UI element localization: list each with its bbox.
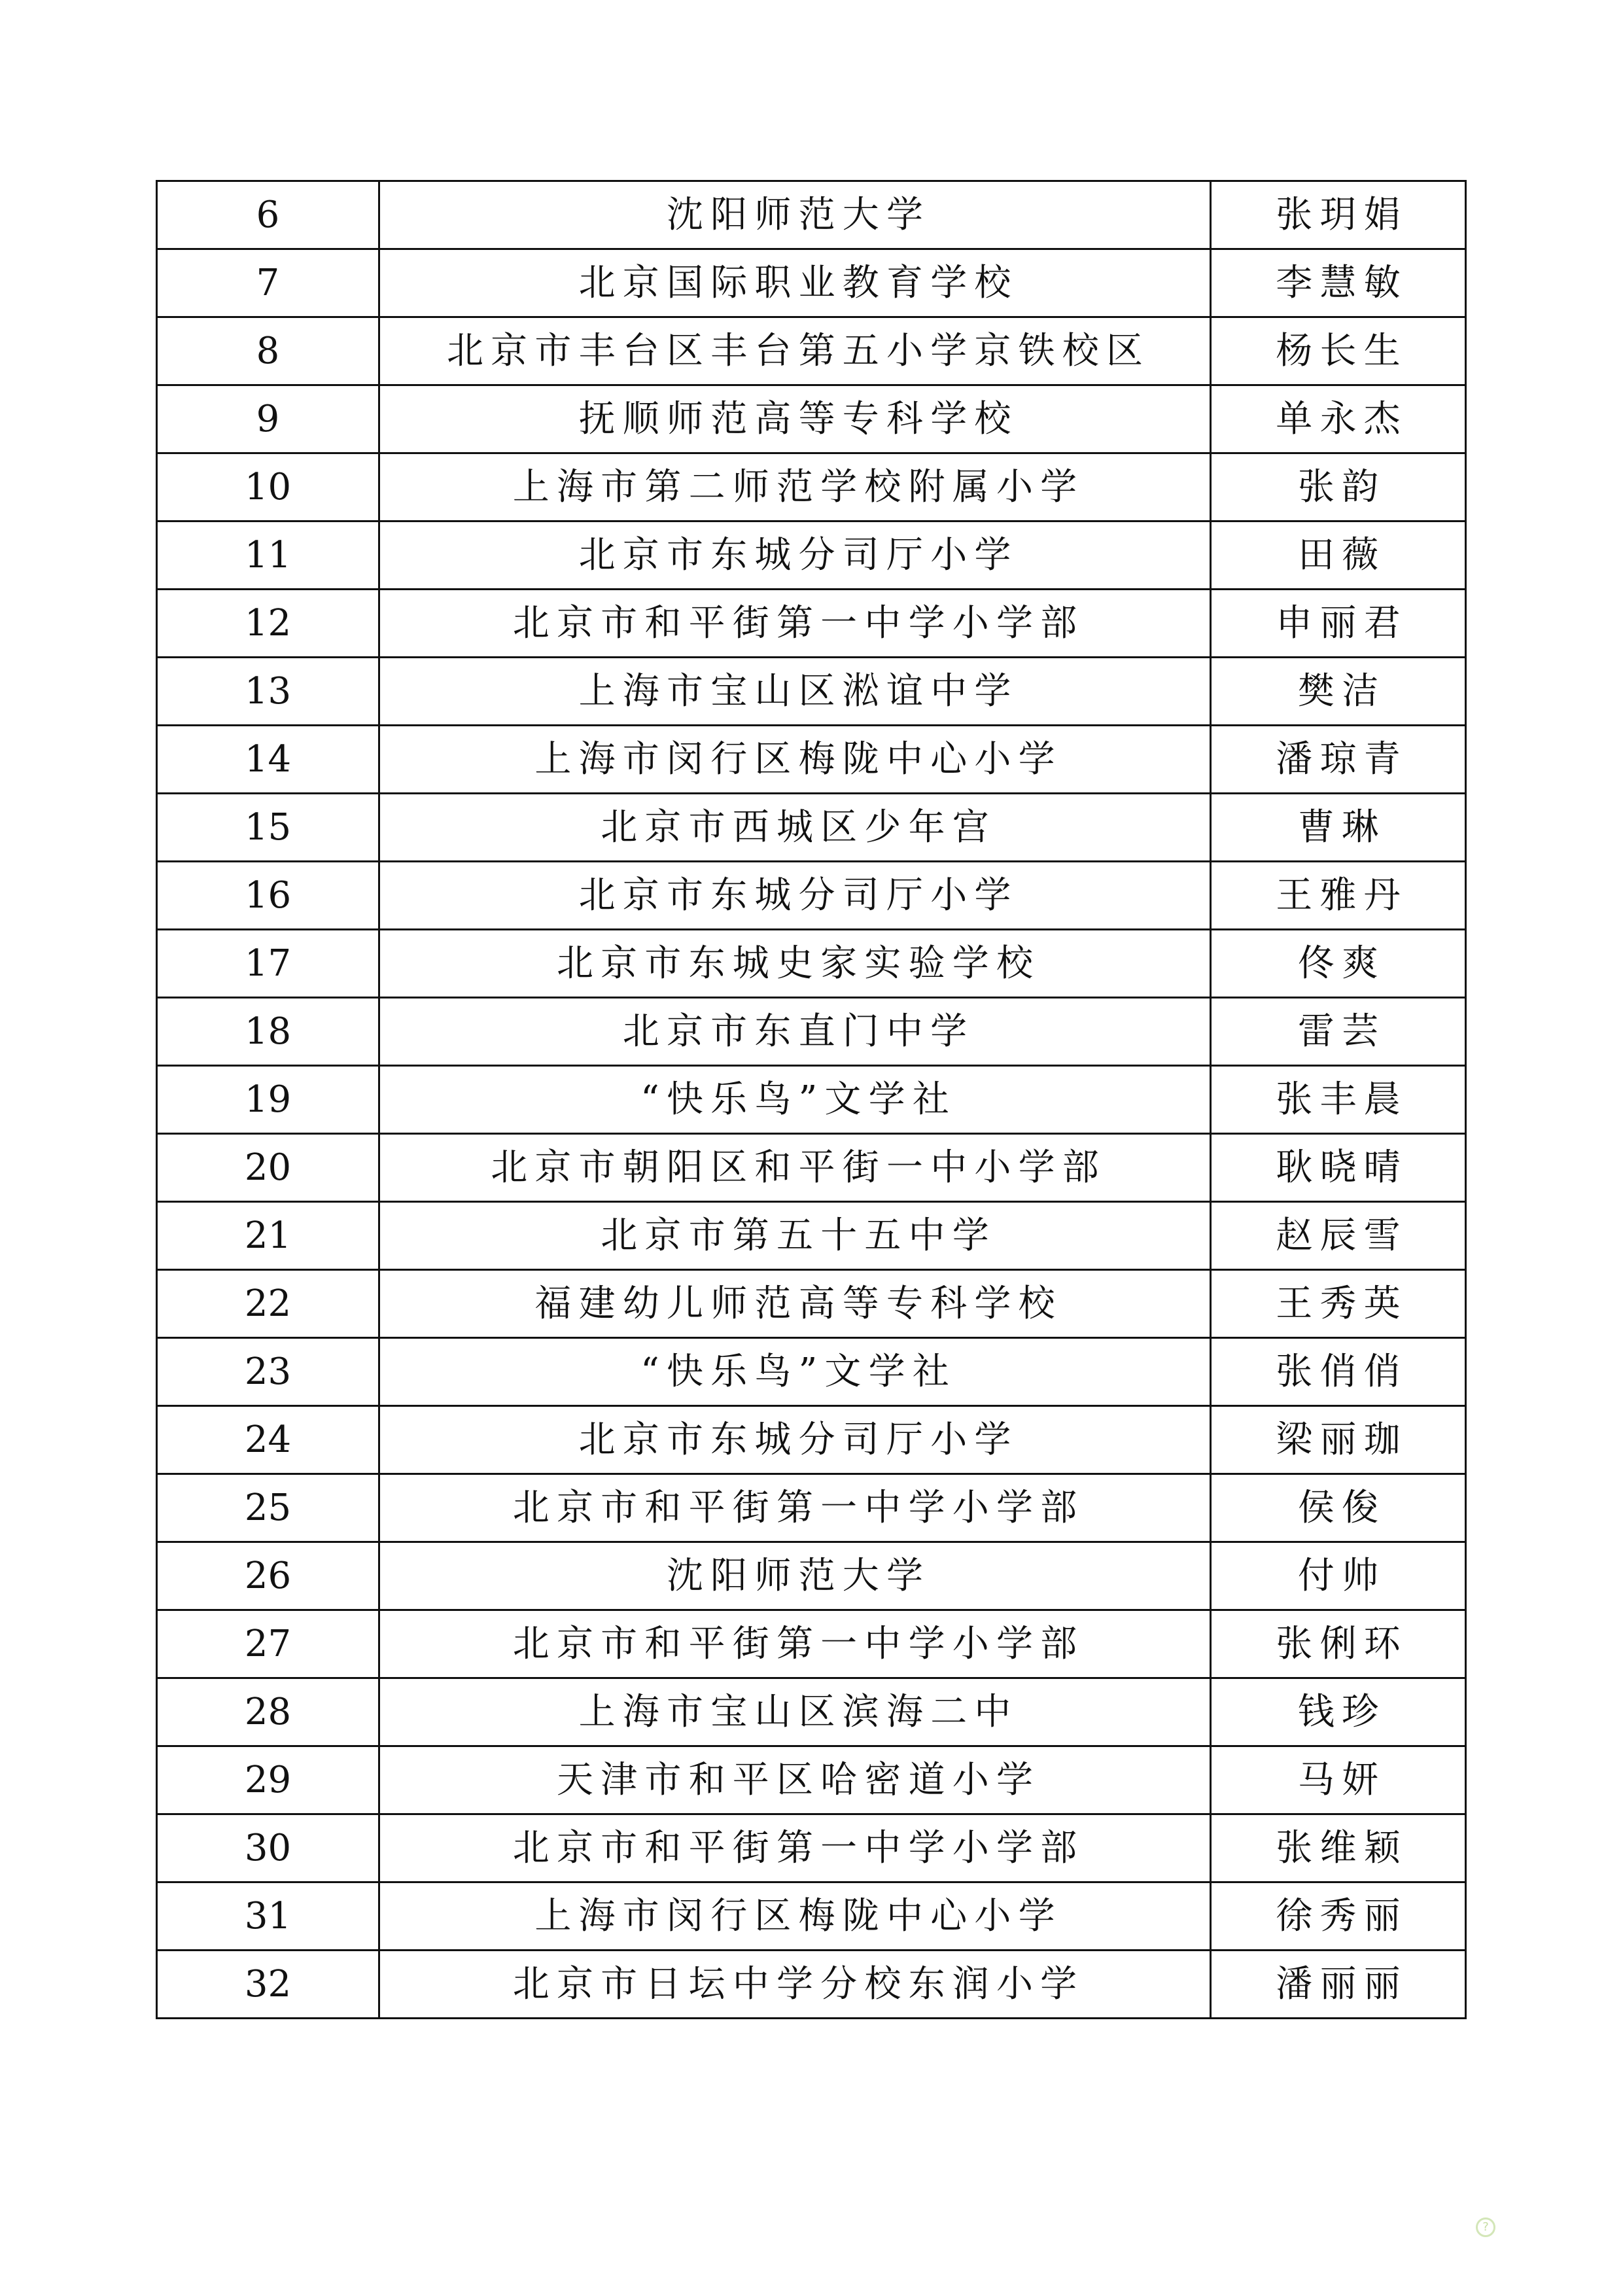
organization-name: 北京市和平街第一中学小学部 bbox=[379, 1474, 1211, 1542]
organization-name: 北京市第五十五中学 bbox=[379, 1202, 1211, 1270]
row-number: 7 bbox=[157, 249, 379, 317]
table-row bbox=[157, 658, 1466, 726]
table-row bbox=[157, 521, 1466, 590]
organization-name: 抚顺师范高等专科学校 bbox=[379, 385, 1211, 453]
table-row bbox=[157, 453, 1466, 521]
person-name: 张玥娟 bbox=[1211, 181, 1466, 249]
row-number: 8 bbox=[157, 317, 379, 385]
organization-name: 北京市东城分司厅小学 bbox=[379, 862, 1211, 930]
person-name: 曹琳 bbox=[1211, 794, 1466, 862]
row-number: 26 bbox=[157, 1542, 379, 1610]
person-name: 佟爽 bbox=[1211, 930, 1466, 998]
table-row bbox=[157, 385, 1466, 453]
row-number: 6 bbox=[157, 181, 379, 249]
organization-name: 福建幼儿师范高等专科学校 bbox=[379, 1270, 1211, 1338]
person-name: 张维颖 bbox=[1211, 1814, 1466, 1882]
table-row bbox=[157, 1202, 1466, 1270]
organization-name: 北京市丰台区丰台第五小学京铁校区 bbox=[379, 317, 1211, 385]
row-number: 22 bbox=[157, 1270, 379, 1338]
table-row bbox=[157, 1951, 1466, 2019]
organization-name: “快乐鸟”文学社 bbox=[379, 1066, 1211, 1134]
table-row bbox=[157, 1474, 1466, 1542]
person-name: 钱珍 bbox=[1211, 1678, 1466, 1746]
person-name: 樊洁 bbox=[1211, 658, 1466, 726]
table-row bbox=[157, 1610, 1466, 1678]
row-number: 30 bbox=[157, 1814, 379, 1882]
organization-name: 上海市宝山区淞谊中学 bbox=[379, 658, 1211, 726]
person-name: 马妍 bbox=[1211, 1746, 1466, 1814]
table-row bbox=[157, 249, 1466, 317]
person-name: 单永杰 bbox=[1211, 385, 1466, 453]
row-number: 21 bbox=[157, 1202, 379, 1270]
organization-name: 北京市东城史家实验学校 bbox=[379, 930, 1211, 998]
person-name: 张俏俏 bbox=[1211, 1338, 1466, 1406]
table-row bbox=[157, 794, 1466, 862]
row-number: 11 bbox=[157, 521, 379, 590]
table-row bbox=[157, 1882, 1466, 1951]
table-row bbox=[157, 590, 1466, 658]
organization-name: 上海市宝山区滨海二中 bbox=[379, 1678, 1211, 1746]
organization-name: 北京市西城区少年宫 bbox=[379, 794, 1211, 862]
row-number: 27 bbox=[157, 1610, 379, 1678]
organization-name: 北京市东直门中学 bbox=[379, 998, 1211, 1066]
table-row bbox=[157, 1270, 1466, 1338]
person-name: 张丰晨 bbox=[1211, 1066, 1466, 1134]
table-row bbox=[157, 862, 1466, 930]
row-number: 32 bbox=[157, 1951, 379, 2019]
row-number: 24 bbox=[157, 1406, 379, 1474]
table-row bbox=[157, 930, 1466, 998]
roster-table bbox=[156, 180, 1467, 2019]
person-name: 李慧敏 bbox=[1211, 249, 1466, 317]
person-name: 雷芸 bbox=[1211, 998, 1466, 1066]
row-number: 15 bbox=[157, 794, 379, 862]
row-number: 18 bbox=[157, 998, 379, 1066]
row-number: 23 bbox=[157, 1338, 379, 1406]
table-row bbox=[157, 998, 1466, 1066]
person-name: 张俐环 bbox=[1211, 1610, 1466, 1678]
row-number: 19 bbox=[157, 1066, 379, 1134]
organization-name: “快乐鸟”文学社 bbox=[379, 1338, 1211, 1406]
table-row bbox=[157, 1066, 1466, 1134]
organization-name: 上海市第二师范学校附属小学 bbox=[379, 453, 1211, 521]
organization-name: 北京市和平街第一中学小学部 bbox=[379, 1814, 1211, 1882]
organization-name: 上海市闵行区梅陇中心小学 bbox=[379, 726, 1211, 794]
organization-name: 北京市和平街第一中学小学部 bbox=[379, 590, 1211, 658]
organization-name: 上海市闵行区梅陇中心小学 bbox=[379, 1882, 1211, 1951]
row-number: 9 bbox=[157, 385, 379, 453]
roster-table-body bbox=[157, 181, 1466, 2019]
person-name: 王雅丹 bbox=[1211, 862, 1466, 930]
organization-name: 北京市东城分司厅小学 bbox=[379, 521, 1211, 590]
person-name: 侯俊 bbox=[1211, 1474, 1466, 1542]
person-name: 赵辰雪 bbox=[1211, 1202, 1466, 1270]
organization-name: 北京市和平街第一中学小学部 bbox=[379, 1610, 1211, 1678]
person-name: 申丽君 bbox=[1211, 590, 1466, 658]
table-row bbox=[157, 1542, 1466, 1610]
row-number: 28 bbox=[157, 1678, 379, 1746]
page-marker-icon: ? bbox=[1476, 2217, 1495, 2237]
table-row bbox=[157, 1746, 1466, 1814]
person-name: 潘琼青 bbox=[1211, 726, 1466, 794]
organization-name: 北京市东城分司厅小学 bbox=[379, 1406, 1211, 1474]
organization-name: 北京市朝阳区和平街一中小学部 bbox=[379, 1134, 1211, 1202]
person-name: 田薇 bbox=[1211, 521, 1466, 590]
person-name: 王秀英 bbox=[1211, 1270, 1466, 1338]
organization-name: 天津市和平区哈密道小学 bbox=[379, 1746, 1211, 1814]
person-name: 潘丽丽 bbox=[1211, 1951, 1466, 2019]
table-row bbox=[157, 726, 1466, 794]
table-row bbox=[157, 1406, 1466, 1474]
table-row bbox=[157, 181, 1466, 249]
table-row bbox=[157, 317, 1466, 385]
table-row bbox=[157, 1134, 1466, 1202]
organization-name: 沈阳师范大学 bbox=[379, 1542, 1211, 1610]
row-number: 16 bbox=[157, 862, 379, 930]
row-number: 14 bbox=[157, 726, 379, 794]
person-name: 梁丽珈 bbox=[1211, 1406, 1466, 1474]
person-name: 徐秀丽 bbox=[1211, 1882, 1466, 1951]
row-number: 31 bbox=[157, 1882, 379, 1951]
row-number: 25 bbox=[157, 1474, 379, 1542]
row-number: 10 bbox=[157, 453, 379, 521]
table-row bbox=[157, 1814, 1466, 1882]
row-number: 12 bbox=[157, 590, 379, 658]
organization-name: 北京市日坛中学分校东润小学 bbox=[379, 1951, 1211, 2019]
person-name: 杨长生 bbox=[1211, 317, 1466, 385]
table-row bbox=[157, 1678, 1466, 1746]
organization-name: 北京国际职业教育学校 bbox=[379, 249, 1211, 317]
person-name: 张韵 bbox=[1211, 453, 1466, 521]
row-number: 13 bbox=[157, 658, 379, 726]
person-name: 付帅 bbox=[1211, 1542, 1466, 1610]
row-number: 29 bbox=[157, 1746, 379, 1814]
person-name: 耿晓晴 bbox=[1211, 1134, 1466, 1202]
row-number: 20 bbox=[157, 1134, 379, 1202]
organization-name: 沈阳师范大学 bbox=[379, 181, 1211, 249]
row-number: 17 bbox=[157, 930, 379, 998]
table-row bbox=[157, 1338, 1466, 1406]
